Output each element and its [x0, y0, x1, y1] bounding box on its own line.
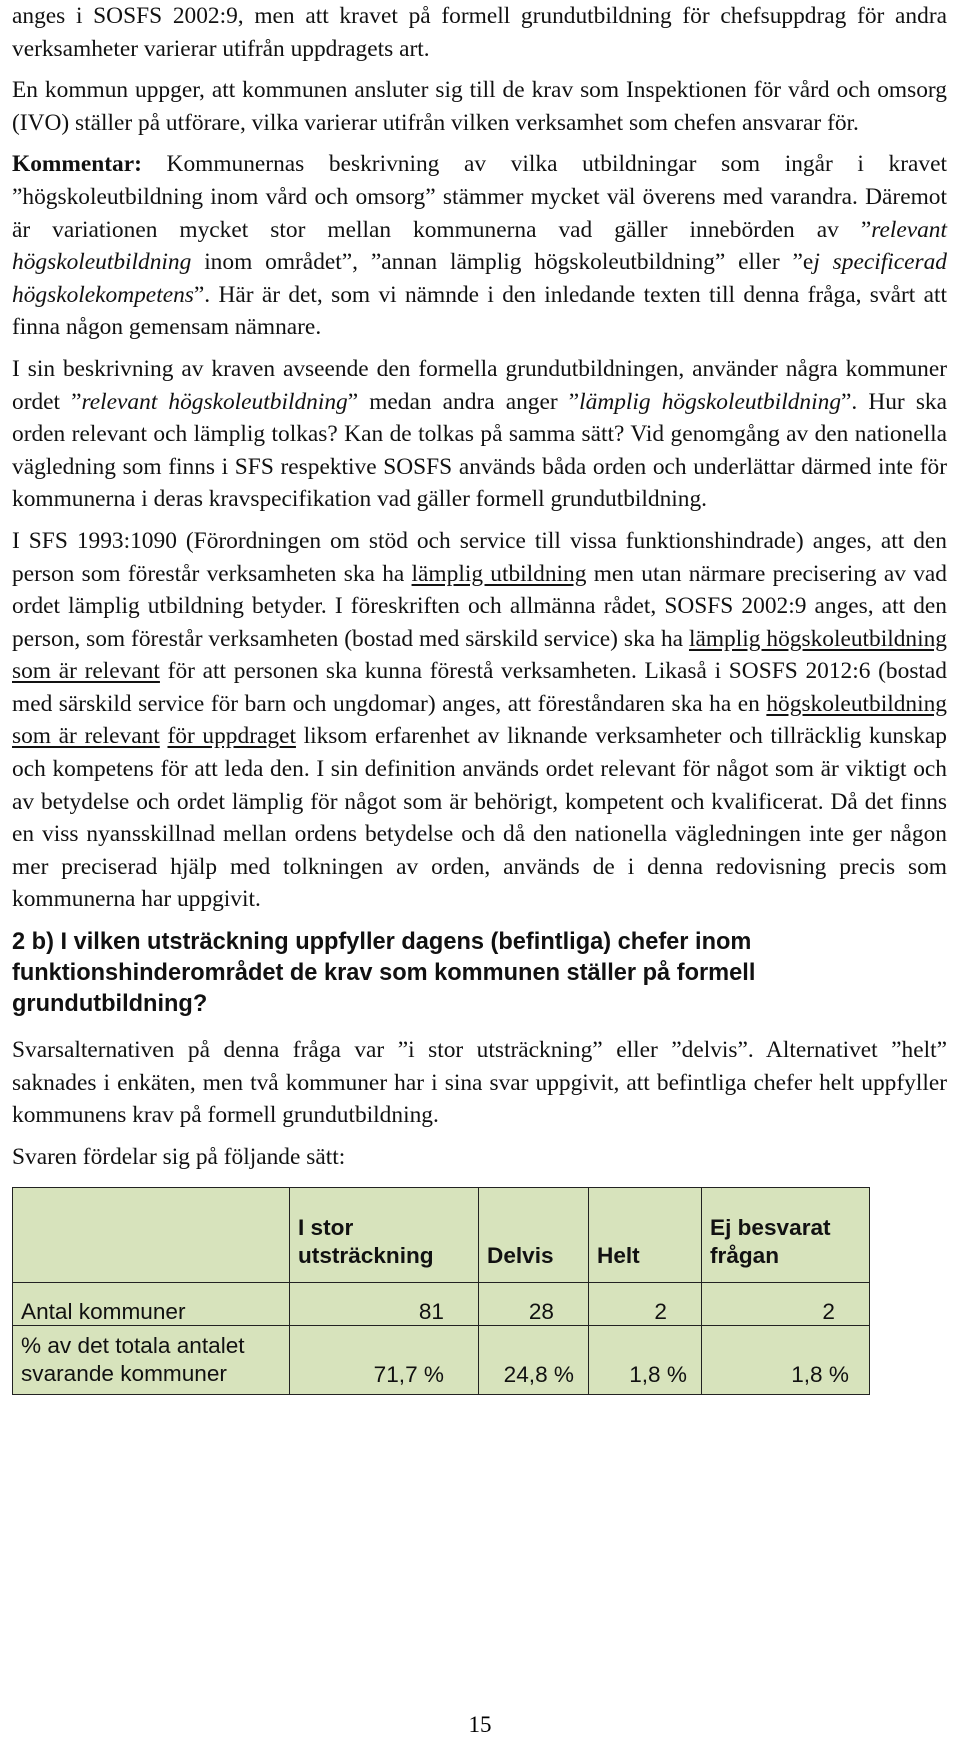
table-cell: 24,8 % — [479, 1326, 589, 1395]
table-header-helt: Helt — [589, 1188, 702, 1283]
table-row-label: Antal kommuner — [13, 1283, 290, 1326]
table-cell: 2 — [702, 1283, 870, 1326]
paragraph-sfs: I SFS 1993:1090 (Förordningen om stöd och service till vissa funktionshindrade) anges, att den person som förestår verksamheten ska ha lämplig utbildning men utan närmare precisering av vad ordet lämplig utbildning betyder. I föreskriften och allmänna rådet, SOSFS 2002:9 anges, att den person, som förestår verksamheten (bostad med särskild service) ska ha lämplig högskoleutbildning som är relevant för att personen ska kunna förestå verksamheten. Likaså i SOSFS 2012:6 (bostad med särskild service för barn och ungdomar) anges, att föreståndaren ska ha en högskoleutbildning som är relevant för uppdraget liksom erfarenhet av liknande verksamheter och tillräcklig kunskap och kompetens för att leda den. I sin definition används ordet relevant för något som är viktigt och av betydelse och ordet lämplig för något som är behörigt, kompetent och kvalificerat. Då det finns en viss nyansskillnad mellan ordens betydelse och då den nationella vägledningen inte ger någon mer preciserad hjälp med tolkningen av orden, används de i denna redovisning precis som kommunerna har uppgivit. — [12, 527, 948, 913]
table-cell: 71,7 % — [290, 1326, 479, 1395]
paragraph-kommentar: Kommentar: Kommunernas beskrivning av vilka utbildningar som ingår i kravet ”högskoleutbildning inom vård och omsorg” stämmer mycket väl överens med varandra. Däremot är variationen mycket stor mellan kommunerna vad gäller innebörden av ”relevant högskoleutbildning inom området”, ”annan lämplig högskoleutbildning” eller ”ej specificerad högskolekompetens”. Här är det, som vi nämnde i den inledande texten till denna fråga, svårt att finna någon gemensam nämnare. — [12, 151, 947, 341]
paragraph-beskrivning: I sin beskrivning av kraven avseende den formella grundutbildningen, använder några kommuner ordet ”relevant högskoleutbildning” medan andra anger ”lämplig högskoleutbildning”. Hur ska orden relevant och lämplig tolkas? Kan de tolkas på samma sätt? Vid genomgång av den nationella vägledning som finns i SFS respektive SOSFS används båda orden och underlättar därmed inte för kommunerna i deras kravspecifikation vad gäller formell grundutbildning. — [12, 355, 947, 513]
page-number: 15 — [468, 1712, 492, 1737]
table-header-row — [13, 1188, 870, 1283]
table-header-empty — [13, 1188, 290, 1283]
table-cell: 1,8 % — [589, 1326, 702, 1395]
section-heading: 2 b) I vilken utsträckning uppfyller dagens (befintliga) chefer inom funktionshinderområdet de krav som kommunen ställer på formell grundutbildning? — [12, 929, 756, 1018]
table-header-i-stor: I stor utsträckning — [290, 1188, 479, 1283]
paragraph-svarsalternativ: Svarsalternativen på denna fråga var ”i stor utsträckning” eller ”delvis”. Alternativet ”helt” saknades i enkäten, men två kommuner har i sina svar uppgivit, att befintliga chefer helt uppfyller kommunens krav på formell grundutbildning. — [12, 1037, 947, 1129]
table-cell: 1,8 % — [702, 1326, 870, 1395]
table-cell: 28 — [479, 1283, 589, 1326]
table-header-ej-besvarat: Ej besvarat frågan — [702, 1188, 870, 1283]
table-row-label: % av det totala antalet svarande kommuner — [13, 1326, 290, 1395]
paragraph-fordelning: Svaren fördelar sig på följande sätt: — [12, 1143, 346, 1170]
kommentar-label: Kommentar: — [12, 151, 142, 178]
results-table — [12, 1187, 870, 1395]
table-cell: 81 — [290, 1283, 479, 1326]
table-cell: 2 — [589, 1283, 702, 1326]
paragraph-ivo: En kommun uppger, att kommunen ansluter sig till de krav som Inspektionen för vård och omsorg (IVO) ställer på utförare, vilka varierar utifrån vilken verksamhet som chefen ansvarar för. — [12, 77, 947, 136]
paragraph-intro: anges i SOSFS 2002:9, men att kravet på formell grundutbildning för chefsuppdrag för andra verksamheter varierar utifrån uppdragets art. — [12, 3, 947, 62]
document-page — [12, 0, 947, 1395]
table-header-delvis: Delvis — [479, 1188, 589, 1283]
table-row — [13, 1326, 870, 1395]
table-row — [13, 1283, 870, 1326]
